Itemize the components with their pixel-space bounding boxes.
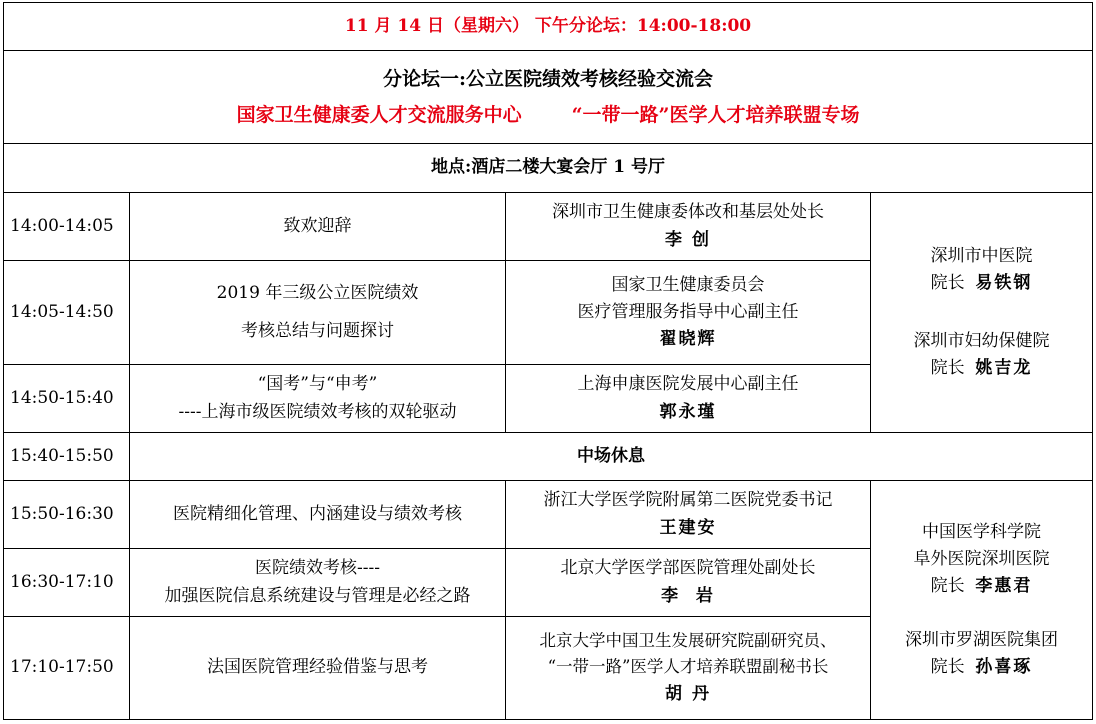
host-org: 深圳市中医院 [930,246,1033,267]
host-line: 院长 姚吉龙 [930,357,1033,378]
speaker-title: 浙江大学医学院附属第二医院党委书记 [543,490,833,511]
organizer-left: 国家卫生健康委人才交流服务中心 [236,104,522,126]
host-name: 易铁钢 [975,273,1033,294]
date-row [4,3,1093,51]
host-org: 中国医学科学院 [922,522,1042,543]
session-time: 16:30-17:10 [4,549,130,617]
session-topic: “国考”与“申考” ----上海市级医院绩效考核的双轮驱动 [130,365,506,433]
forum-header-cell [4,51,1093,144]
session-time: 15:50-16:30 [4,481,130,549]
session-topic: 法国医院管理经验借鉴与思考 [130,617,506,720]
speaker-title: 北京大学医学部医院管理处副处长 [560,558,816,579]
host-line: 院长 孙喜琢 [930,656,1033,677]
speaker-name: 王建安 [659,517,717,538]
break-label: 中场休息 [130,433,1093,481]
host-line: 院长 易铁钢 [930,273,1033,294]
organizer-line [4,100,1092,130]
schedule-table [3,2,1093,720]
session-speaker [506,549,871,617]
host-org: 深圳市罗湖医院集团 [905,629,1059,650]
session-speaker [506,617,871,720]
session-time: 14:00-14:05 [4,193,130,261]
session-time: 15:40-15:50 [4,433,130,481]
session-time: 14:05-14:50 [4,261,130,365]
session-speaker [506,193,871,261]
speaker-title: 深圳市卫生健康委体改和基层处处长 [552,202,824,223]
speaker-title: 医疗管理服务指导中心副主任 [577,301,799,322]
speaker-name: 翟晓辉 [659,329,717,350]
venue: 地点:酒店二楼大宴会厅 1 号厅 [4,144,1093,193]
host-name: 姚吉龙 [975,357,1033,378]
speaker-name: 李 岩 [661,585,715,606]
session-speaker [506,481,871,549]
session-row [4,193,1093,261]
host-block-1 [871,193,1093,433]
speaker-name: 李 创 [665,229,711,250]
date-line: 11 月 14 日（星期六） 下午分论坛：14:00-18:00 [4,3,1093,51]
session-topic: 致欢迎辞 [130,193,506,261]
speaker-title: 北京大学中国卫生发展研究院副研究员、 [539,631,837,651]
host-name: 孙喜琢 [975,656,1033,677]
host-org: 阜外医院深圳医院 [913,549,1050,570]
forum-row [4,51,1093,144]
speaker-name: 胡 丹 [665,683,711,704]
speaker-name: 郭永瑾 [659,401,717,422]
session-topic: 医院绩效考核---- 加强医院信息系统建设与管理是必经之路 [130,549,506,617]
session-time: 14:50-15:40 [4,365,130,433]
break-row [4,433,1093,481]
session-topic: 2019 年三级公立医院绩效 考核总结与问题探讨 [130,261,506,365]
session-speaker [506,261,871,365]
venue-row [4,144,1093,193]
organizer-right: “一带一路”医学人才培养联盟专场 [571,104,860,126]
host-name: 李惠君 [975,576,1033,597]
session-speaker [506,365,871,433]
host-org: 深圳市妇幼保健院 [913,330,1050,351]
host-block-2 [871,481,1093,720]
session-topic: 医院精细化管理、内涵建设与绩效考核 [130,481,506,549]
speaker-title: “一带一路”医学人才培养联盟副秘书长 [547,657,829,677]
forum-title: 分论坛一:公立医院绩效考核经验交流会 [383,67,714,90]
speaker-title: 上海申康医院发展中心副主任 [577,374,799,395]
session-time: 17:10-17:50 [4,617,130,720]
session-row [4,481,1093,549]
host-line: 院长 李惠君 [930,576,1033,597]
speaker-title: 国家卫生健康委员会 [611,274,765,295]
